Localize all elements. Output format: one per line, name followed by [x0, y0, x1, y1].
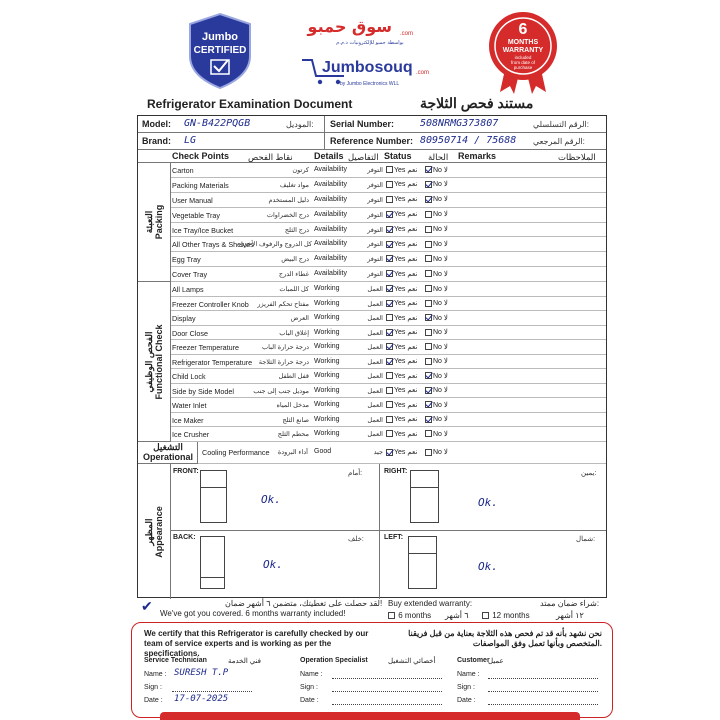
- item-detail-ar: التوفر: [367, 256, 383, 264]
- yes-checkbox[interactable]: Yes نعم: [386, 255, 417, 263]
- item-detail-ar: التوفر: [367, 167, 383, 174]
- svg-text:purchase: purchase: [513, 65, 533, 70]
- item-detail-ar: التوفر: [367, 241, 383, 249]
- jumbo-logo-text: Jumbosouq: [322, 59, 413, 76]
- badge-line1: Jumbo: [201, 31, 239, 43]
- check-item-row: [171, 340, 606, 355]
- item-label-ar: العرض: [290, 315, 309, 322]
- checkbox-icon: [386, 226, 393, 233]
- left-label: LEFT:: [384, 534, 404, 541]
- no-checkbox[interactable]: No لا: [425, 401, 448, 409]
- operational-no-checkbox[interactable]: No لا: [425, 448, 448, 456]
- no-checkbox[interactable]: No لا: [425, 430, 448, 438]
- checkbox-icon: [425, 358, 432, 365]
- item-label-ar: درج الخضراوات: [266, 211, 309, 219]
- check-item-row: [171, 384, 606, 399]
- item-label: Packing Materials: [172, 180, 229, 190]
- fridge-back-icon: [200, 536, 225, 589]
- item-label-ar: موديل جنب إلى جنب: [253, 387, 309, 395]
- item-label-ar: درج الثلج: [284, 226, 309, 234]
- yes-checkbox[interactable]: Yes نعم: [386, 240, 417, 248]
- tech-name-value[interactable]: SURESH T.P: [174, 668, 229, 678]
- item-label: Freezer Temperature: [172, 343, 239, 352]
- item-label: Vegetable Tray: [172, 210, 220, 220]
- item-label: Freezer Controller Knob: [172, 299, 249, 309]
- model-value[interactable]: GN-B422PQGB: [184, 118, 251, 129]
- back-mark[interactable]: Ok.: [263, 558, 283, 571]
- item-label: Egg Tray: [172, 255, 201, 265]
- model-label: Model:: [142, 119, 171, 129]
- brand-reference-row: [138, 133, 606, 150]
- item-label-ar: درج البيض: [281, 256, 309, 264]
- check-item-row: [171, 369, 606, 384]
- check-item-row: [171, 398, 606, 413]
- checkbox-icon: [386, 255, 393, 262]
- item-detail: Availability: [314, 225, 347, 233]
- reference-label-ar: الرقم المرجعي:: [533, 137, 585, 146]
- item-detail: Working: [314, 401, 340, 408]
- yes-checkbox[interactable]: Yes نعم: [386, 210, 417, 218]
- checkbox-icon: [425, 270, 432, 277]
- item-detail-ar: العمل: [367, 373, 383, 380]
- col-check-points-ar: نقاط الفحص: [248, 152, 293, 162]
- check-item-row: [171, 237, 606, 252]
- checkbox-icon: [386, 211, 393, 218]
- tech-header: Service Technician: [144, 657, 207, 664]
- item-label: Cover Tray: [172, 270, 208, 280]
- item-detail-ar: العمل: [367, 431, 383, 438]
- no-checkbox[interactable]: No لا: [425, 299, 448, 307]
- yes-checkbox[interactable]: Yes نعم: [386, 225, 417, 233]
- col-status-ar: الحالة: [428, 152, 449, 162]
- fridge-front-icon: [200, 470, 227, 523]
- item-label: Ice Crusher: [172, 430, 210, 439]
- checkbox-icon: [425, 166, 432, 173]
- model-label-ar: الموديل:: [286, 120, 314, 129]
- checkbox-icon: [425, 401, 432, 408]
- checkbox-icon: [386, 270, 393, 277]
- check-item-row: [171, 413, 606, 428]
- item-detail-ar: العمل: [367, 315, 383, 322]
- no-checkbox[interactable]: No لا: [425, 195, 448, 203]
- item-label: Child Lock: [172, 372, 206, 381]
- jumbo-certified-badge: [180, 10, 260, 90]
- badge-line2: CERTIFIED: [193, 45, 247, 56]
- front-mark[interactable]: Ok.: [261, 493, 281, 506]
- checkbox-icon: [425, 372, 432, 379]
- item-detail-ar: التوفر: [367, 181, 383, 189]
- check-item-row: [171, 282, 606, 297]
- item-label-ar: مدخل المياه: [276, 402, 309, 409]
- check-item-row: [171, 208, 606, 223]
- checkbox-icon: [425, 314, 432, 321]
- item-detail-ar: العمل: [367, 344, 383, 351]
- operational-yes-checkbox[interactable]: Yes نعم: [386, 448, 417, 456]
- checkbox-icon: [425, 211, 432, 218]
- yes-checkbox[interactable]: Yes نعم: [386, 270, 417, 278]
- item-label: Ice Tray/Ice Bucket: [172, 225, 234, 235]
- checkbox-icon: [425, 181, 432, 188]
- svg-text:.com: .com: [400, 31, 414, 37]
- covered-text-en: We've got you covered. 6 months warranty included!: [160, 609, 346, 618]
- checkbox-icon: [386, 387, 393, 394]
- no-checkbox[interactable]: No لا: [425, 166, 448, 174]
- check-item-row: [171, 267, 606, 282]
- yes-checkbox[interactable]: Yes نعم: [386, 386, 417, 394]
- yes-checkbox[interactable]: Yes نعم: [386, 328, 417, 336]
- checkbox-icon: [386, 285, 393, 292]
- no-checkbox[interactable]: No لا: [425, 225, 448, 233]
- checkbox-icon: [386, 329, 393, 336]
- check-item-row: [171, 311, 606, 326]
- front-label: FRONT:: [173, 468, 199, 475]
- item-detail-ar: التوفر: [367, 271, 383, 279]
- item-label: Door Close: [172, 328, 208, 338]
- no-checkbox[interactable]: No لا: [425, 314, 448, 322]
- checkbox-icon: [386, 358, 393, 365]
- item-detail: Availability: [314, 180, 347, 188]
- item-label-ar: درجة حرارة الثلاجة: [258, 358, 309, 366]
- item-detail: Availability: [314, 166, 347, 173]
- col-details: Details: [314, 151, 344, 161]
- fridge-right-icon: [410, 470, 439, 523]
- no-checkbox[interactable]: No لا: [425, 255, 448, 263]
- check-item-row: [171, 223, 606, 238]
- check-item-row: [171, 163, 606, 178]
- item-label: Refrigerator Temperature: [172, 357, 253, 367]
- serial-value[interactable]: 508NRMG373807: [420, 118, 499, 129]
- yes-checkbox[interactable]: Yes نعم: [386, 372, 417, 380]
- reference-label: Reference Number:: [330, 136, 414, 146]
- twelve-months-checkbox[interactable]: 12 months: [482, 611, 530, 620]
- right-label: RIGHT:: [384, 468, 408, 475]
- right-mark[interactable]: Ok.: [478, 496, 498, 509]
- footer-bar: [160, 712, 580, 720]
- operational-row: Cooling Performance أداء البرودة Good جيد Yes نعم No لا: [198, 442, 606, 464]
- yes-checkbox[interactable]: Yes نعم: [386, 343, 417, 351]
- item-label: Water Inlet: [172, 401, 207, 410]
- svg-text:included: included: [514, 55, 532, 60]
- brand-label: Brand:: [142, 136, 171, 146]
- cust-sign-line[interactable]: [488, 691, 598, 692]
- check-item-row: [171, 193, 606, 208]
- no-checkbox[interactable]: No لا: [425, 357, 448, 365]
- no-checkbox[interactable]: No لا: [425, 328, 448, 336]
- serial-label-ar: الرقم التسلسلي:: [533, 120, 589, 129]
- item-detail-ar: العمل: [367, 300, 383, 308]
- svg-text:6: 6: [518, 21, 528, 38]
- checkbox-icon: [386, 372, 393, 379]
- reference-value[interactable]: 80950714 / 75688: [420, 135, 517, 146]
- appearance-section-label: المظهر Appearance: [138, 464, 171, 599]
- no-checkbox[interactable]: No لا: [425, 372, 448, 380]
- no-checkbox[interactable]: No لا: [425, 386, 448, 394]
- item-detail-ar: التوفر: [367, 226, 383, 234]
- item-label: All Lamps: [172, 285, 204, 294]
- six-months-checkbox[interactable]: 6 months: [388, 611, 431, 620]
- yes-checkbox[interactable]: Yes نعم: [386, 415, 417, 423]
- yes-checkbox[interactable]: Yes نعم: [386, 166, 417, 174]
- buy-extended-label: Buy extended warranty:: [388, 599, 473, 608]
- item-label-ar: محطم الثلج: [277, 431, 309, 438]
- item-detail-ar: العمل: [367, 286, 383, 293]
- item-detail: Working: [314, 343, 340, 350]
- item-label-ar: مواد تغليف: [279, 181, 309, 189]
- covered-text-ar: لقد حصلت على تغطيتك، متضمن ٦ أشهر ضمان!: [225, 599, 383, 608]
- checkbox-icon: [386, 241, 393, 248]
- item-detail: Working: [314, 372, 340, 379]
- back-label: BACK:: [173, 534, 196, 541]
- yes-checkbox[interactable]: Yes نعم: [386, 195, 417, 203]
- checkbox-icon: [386, 300, 393, 307]
- checkbox-icon: [425, 343, 432, 350]
- item-detail: Working: [314, 430, 340, 437]
- svg-text:MONTHS: MONTHS: [507, 39, 539, 46]
- no-checkbox[interactable]: No لا: [425, 415, 448, 423]
- checkbox-icon: [482, 612, 489, 619]
- checkbox-icon: [425, 255, 432, 262]
- item-detail-ar: العمل: [367, 387, 383, 395]
- ops-sign-line[interactable]: [332, 691, 442, 692]
- check-item-row: [171, 326, 606, 341]
- item-detail: Working: [314, 285, 340, 292]
- item-detail: Working: [314, 299, 340, 307]
- col-details-ar: التفاصيل: [348, 152, 379, 162]
- customer-header: Customer: [457, 657, 490, 664]
- check-item-row: [171, 178, 606, 193]
- cust-date-line[interactable]: [488, 704, 598, 705]
- ops-name-line[interactable]: [332, 678, 442, 679]
- checkbox-icon: [386, 166, 393, 173]
- checkbox-icon: [386, 401, 393, 408]
- item-label-ar: دليل المستخدم: [268, 196, 309, 204]
- item-detail-ar: العمل: [367, 358, 383, 366]
- check-item-row: [171, 297, 606, 312]
- col-remarks-ar: الملاحظات: [558, 152, 596, 162]
- checkbox-icon: [386, 343, 393, 350]
- yes-checkbox[interactable]: Yes نعم: [386, 430, 417, 438]
- checkbox-icon: [425, 449, 432, 456]
- item-detail: Working: [314, 314, 340, 321]
- tech-date-value[interactable]: 17-07-2025: [174, 694, 229, 704]
- check-item-row: [171, 355, 606, 370]
- item-detail-ar: التوفر: [367, 211, 383, 219]
- item-label: All Other Trays & Shelves: [172, 240, 254, 250]
- item-label: Display: [172, 314, 196, 323]
- no-checkbox[interactable]: No لا: [425, 343, 448, 351]
- operational-section-label: التشغيل Operational: [138, 442, 198, 464]
- fridge-left-icon: [408, 536, 437, 589]
- functional-section-label: الفحص الوظيفي Functional Check: [138, 282, 171, 442]
- checkbox-icon: [425, 416, 432, 423]
- no-checkbox[interactable]: No لا: [425, 180, 448, 188]
- jumbosouq-logo: [300, 52, 440, 90]
- svg-text:WARRANTY: WARRANTY: [502, 47, 544, 54]
- jumbo-logo-sub: by Jumbo Electronics WLL: [340, 81, 400, 87]
- item-label-ar: كرتون: [292, 167, 309, 174]
- checkbox-icon: [425, 285, 432, 292]
- svg-text:.com: .com: [416, 70, 430, 76]
- no-checkbox[interactable]: No لا: [425, 285, 448, 293]
- item-label: Carton: [172, 166, 194, 175]
- checkbox-icon: [425, 226, 432, 233]
- column-header-row: [138, 150, 606, 163]
- yes-checkbox[interactable]: Yes نعم: [386, 401, 417, 409]
- checkbox-icon: [425, 430, 432, 437]
- col-check-points: Check Points: [172, 151, 230, 161]
- packing-section-label: التعبئة Packing: [138, 163, 171, 282]
- item-label-ar: غطاء الدرج: [278, 271, 309, 279]
- examination-form: Model: GN-B422PQGB الموديل: Serial Number: 508NRMG373807 الرقم التسلسلي: Brand: LG Reference Number: 80950714 / 75688 الرقم المرجعي: Check Points نقاط الفحص Details التفاصيل Status الحالة Remarks الملاحظات التعبئة Packing Carton كرتون Availability التوفر Yes نعم No لا Packing Materials مواد تغليف Availability التوفر Yes نعم No لا User Manual دليل المستخدم Availability التوفر Yes نعم No لا Vegetable Tray درج الخضراوات Availability التوفر Yes نعم No لا Ice Tray/Ice Bucket درج الثلج Availability التوفر Yes نعم No لا All Other Trays & Shelves كل الدروج والرفوف الأخرى Availability التوفر Yes نعم No لا Egg Tray درج البيض Availability التوفر Yes نعم No لا Cover Tray غطاء الدرج Availability التوفر Yes نعم No لا الفحص الوظيفي Functional Check All Lamps كل اللمبات Working العمل Yes نعم No لا Freezer Controller Knob مفتاح تحكم الفريزر Working العمل Yes نعم No لا Display العرض Working العمل Yes نعم No لا Door Close إغلاق الباب Working العمل Yes نعم No لا Freezer Temperature درجة حرارة الباب Working العمل Yes نعم No لا Refrigerator Temperature درجة حرارة الثلاجة Working العمل Yes نعم No لا Child Lock قفل الطفل Working العمل Yes نعم No لا Side by Side Model موديل جنب إلى جنب Working العمل Yes نعم No لا Water Inlet مدخل المياه Working العمل Yes نعم No لا Ice Maker صانع الثلج Working العمل Yes نعم No لا Ice Crusher محطم الثلج Working العمل Yes نعم No لا التشغيل Operational Cooling Performance أداء البرودة Good جيد Yes نعم No لا المظهر Appearance FRONT: أمام: Ok. RIGHT: يمين: Ok. BACK: خلف: Ok. LEFT: شمال: Ok.: [137, 115, 607, 598]
- item-detail-ar: العمل: [367, 416, 383, 424]
- checkbox-icon: [386, 196, 393, 203]
- col-status: Status: [384, 151, 412, 161]
- model-serial-row: [138, 116, 606, 133]
- covered-check-icon: ✔: [141, 598, 153, 614]
- certify-text-en: We certify that this Refrigerator is carefully checked by our team of service experts and is working as per the specifications.: [144, 629, 369, 658]
- item-label-ar: كل الدروج والرفوف الأخرى: [239, 241, 313, 249]
- checkbox-icon: [386, 181, 393, 188]
- col-remarks: Remarks: [458, 151, 497, 161]
- checkbox-icon: [386, 430, 393, 437]
- checkbox-icon: [386, 416, 393, 423]
- item-label-ar: كل اللمبات: [279, 286, 309, 293]
- checkbox-icon: [425, 241, 432, 248]
- document-title-ar: مستند فحص الثلاجة: [420, 95, 534, 111]
- item-detail: Availability: [314, 210, 347, 218]
- yes-checkbox[interactable]: Yes نعم: [386, 299, 417, 307]
- item-detail: Availability: [314, 270, 347, 278]
- item-label-ar: درجة حرارة الباب: [262, 344, 309, 351]
- checkbox-icon: [386, 314, 393, 321]
- yes-checkbox[interactable]: Yes نعم: [386, 180, 417, 188]
- item-detail: Availability: [314, 255, 347, 263]
- item-detail: Working: [314, 415, 340, 423]
- yes-checkbox[interactable]: Yes نعم: [386, 285, 417, 293]
- item-label: User Manual: [172, 195, 213, 205]
- item-detail-ar: العمل: [367, 402, 383, 409]
- item-label: Ice Maker: [172, 415, 204, 425]
- svg-text:from date of: from date of: [510, 60, 536, 65]
- cust-name-line[interactable]: [488, 678, 598, 679]
- no-checkbox[interactable]: No لا: [425, 240, 448, 248]
- yes-checkbox[interactable]: Yes نعم: [386, 357, 417, 365]
- warranty-badge: [480, 8, 566, 94]
- souq-logo-text: سوق حمبو: [307, 17, 392, 36]
- checkbox-icon: [425, 329, 432, 336]
- serial-label: Serial Number:: [330, 119, 395, 129]
- item-detail: Working: [314, 386, 340, 394]
- no-checkbox[interactable]: No لا: [425, 270, 448, 278]
- item-detail-ar: التوفر: [367, 196, 383, 204]
- ops-header: Operation Specialist: [300, 657, 368, 664]
- item-detail-ar: العمل: [367, 329, 383, 337]
- item-detail: Working: [314, 328, 340, 336]
- brand-value[interactable]: LG: [184, 135, 197, 146]
- tech-sign-line[interactable]: [172, 691, 252, 692]
- left-mark[interactable]: Ok.: [478, 560, 498, 573]
- item-detail: Working: [314, 357, 340, 365]
- checkbox-icon: [386, 449, 393, 456]
- certify-text-ar: نحن نشهد بأنه قد تم فحص هذه الثلاجة بعناية من قبل فريقنا المتخصص وبأنها تعمل وفق المواصفات.: [408, 629, 602, 648]
- item-label-ar: إغلاق الباب: [279, 329, 309, 337]
- yes-checkbox[interactable]: Yes نعم: [386, 314, 417, 322]
- checkbox-icon: [425, 196, 432, 203]
- check-item-row: [171, 427, 606, 442]
- item-detail: Availability: [314, 195, 347, 203]
- item-label-ar: قفل الطفل: [278, 373, 309, 380]
- souq-logo-sub: بواسطة جمبو للإلكترونيات ذ.م.م: [336, 40, 404, 46]
- ops-date-line[interactable]: [332, 704, 442, 705]
- checkbox-icon: [388, 612, 395, 619]
- item-detail: Availability: [314, 240, 347, 248]
- checkbox-icon: [425, 387, 432, 394]
- item-label-ar: صانع الثلج: [282, 416, 309, 424]
- document-page: Jumbo CERTIFIED سوق حمبو .com بواسطة جمبو للإلكترونيات ذ.م.م Jumbosouq .com by Jumbo Electronics WLL 6 MONTHS WARRANTY included from date of purchase Refrigerator Examination Document مستند فحص الثلاجة Model: GN-B422PQGB الموديل: Serial Number: 508NRMG373807 الرقم التسلسلي: Brand: LG Reference Number: 80950714 / 75688 الرقم المرجعي: Check Points نقاط الفحص Details التفاصيل Status الحالة Remarks الملاحظات التعبئة Packing Carton كرتون Availability التوفر Yes نعم No لا Packing Materials مواد تغليف Availability التوفر Yes نعم No لا User Manual دليل المستخدم Availability التوفر Yes نعم No لا Vegetable Tray درج الخضراوات Availability التوفر Yes نعم No لا Ice Tray/Ice Bucket درج الثلج Availability التوفر Yes نعم No لا All Other Trays & Shelves كل الدروج والرفوف الأخرى Availability التوفر Yes نعم No لا Egg Tray درج البيض Availability التوفر Yes نعم No لا Cover Tray غطاء الدرج Availability التوفر Yes نعم No لا الفحص الوظيفي Functional Check All Lamps كل اللمبات Working العمل Yes نعم No لا Freezer Controller Knob مفتاح تحكم الفريزر Working العمل Yes نعم No لا Display العرض Working العمل Yes نعم No لا Door Close إغلاق الباب Working العمل Yes نعم No لا Freezer Temperature درجة حرارة الباب Working العمل Yes نعم No لا Refrigerator Temperature درجة حرارة الثلاجة Working العمل Yes نعم No لا Child Lock قفل الطفل Working العمل Yes نعم No لا Side by Side Model موديل جنب إلى جنب Working العمل Yes نعم No لا Water Inlet مدخل المياه Working العمل Yes نعم No لا Ice Maker صانع الثلج Working العمل Yes نعم No لا Ice Crusher محطم الثلج Working العمل Yes نعم No لا التشغيل Operational Cooling Performance أداء البرودة Good جيد Yes نعم No لا المظهر Appearance FRONT: أمام: Ok. RIGHT: يمين: Ok. BACK: خلف: Ok. LEFT: شمال: Ok. ✔ لقد حصلت على تغطيتك، متضمن ٦ أشهر ضمان! We've got you covered. 6 months warranty included! Buy extended warranty: شراء ضمان ممتد: 6 months ٦ أشهر 12 months ١٢ أشهر We certify that this Refrigerator is carefully checked by our team of service experts and is working as per the specifications. نحن نشهد بأنه قد تم فحص هذه الثلاجة بعناية من قبل فريقنا المتخصص وبأنها تعمل وفق المواصفات. Service Technician فني الخدمة Operation Specialist أخصائي التشغيل Customer عميل Name : SURESH T.P Sign : Date : 17-07-2025 Name : Sign : Date : Name : Sign : Date :: [0, 0, 720, 720]
- souq-jumbo-logo: [300, 10, 440, 50]
- checkbox-icon: [425, 300, 432, 307]
- no-checkbox[interactable]: No لا: [425, 210, 448, 218]
- document-title: Refrigerator Examination Document: [147, 97, 353, 111]
- item-label-ar: مفتاح تحكم الفريزر: [257, 300, 309, 308]
- certification-box: We certify that this Refrigerator is carefully checked by our team of service experts and is working as per the specifications. نحن نشهد بأنه قد تم فحص هذه الثلاجة بعناية من قبل فريقنا المتخصص وبأنها تعمل وفق المواصفات. Service Technician فني الخدمة Operation Specialist أخصائي التشغيل Customer عميل Name : SURESH T.P Sign : Date : 17-07-2025 Name : Sign : Date : Name : Sign : Date :: [131, 622, 613, 718]
- check-item-row: [171, 252, 606, 267]
- item-label: Side by Side Model: [172, 386, 234, 396]
